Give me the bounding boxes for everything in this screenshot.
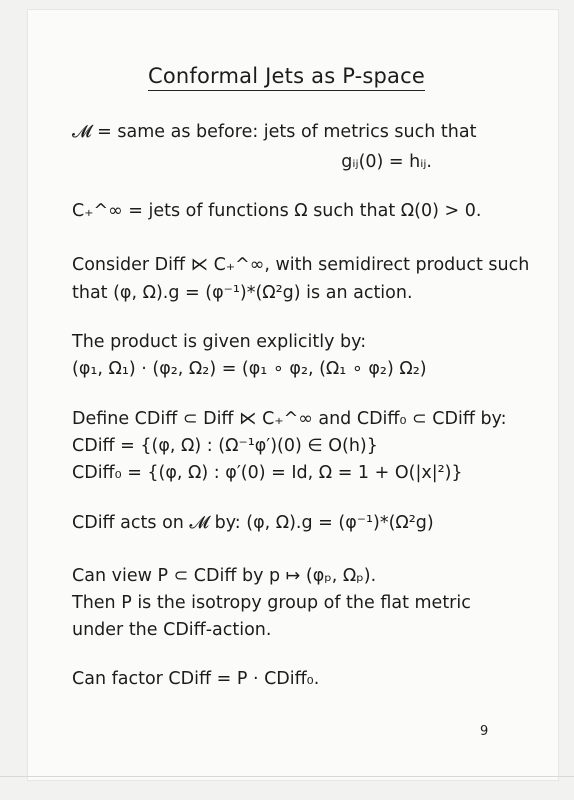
cdiff-definition: CDiff = {(φ, Ω) : (Ω⁻¹φ′)(0) ∈ O(h)} (72, 436, 378, 456)
cdiff-define-line: Define CDiff ⊂ Diff ⋉ C₊^∞ and CDiff₀ ⊂ CDiff by: (72, 409, 507, 429)
definition-c-line: C₊^∞ = jets of functions Ω such that Ω(0) > 0. (72, 201, 482, 221)
isotropy-line-2: under the CDiff-action. (72, 620, 272, 640)
slide-title: Conformal Jets as P-space (148, 64, 425, 91)
semidirect-product-line-2: that (φ, Ω).g = (φ⁻¹)*(Ω²g) is an action. (72, 283, 413, 303)
product-formula: (φ₁, Ω₁) · (φ₂, Ω₂) = (φ₁ ∘ φ₂, (Ω₁ ∘ φ₂) Ω₂) (72, 359, 427, 379)
view-p-line: Can view P ⊂ CDiff by p ↦ (φₚ, Ωₚ). (72, 566, 377, 586)
page-edge-divider (0, 776, 574, 777)
semidirect-product-line-1: Consider Diff ⋉ C₊^∞, with semidirect product such (72, 255, 530, 275)
cdiff0-definition: CDiff₀ = {(φ, Ω) : φ′(0) = Id, Ω = 1 + O(|x|²)} (72, 463, 463, 483)
page-number: 9 (480, 724, 489, 739)
definition-m-condition: gᵢⱼ(0) = hᵢⱼ. (341, 152, 432, 172)
product-intro-line: The product is given explicitly by: (72, 332, 367, 352)
isotropy-line-1: Then P is the isotropy group of the flat metric (72, 593, 471, 613)
cdiff-action-line: CDiff acts on 𝓜 by: (φ, Ω).g = (φ⁻¹)*(Ω²g) (72, 513, 434, 533)
factor-line: Can factor CDiff = P · CDiff₀. (72, 669, 320, 689)
definition-m-line: 𝓜 = same as before: jets of metrics such that (72, 122, 477, 142)
